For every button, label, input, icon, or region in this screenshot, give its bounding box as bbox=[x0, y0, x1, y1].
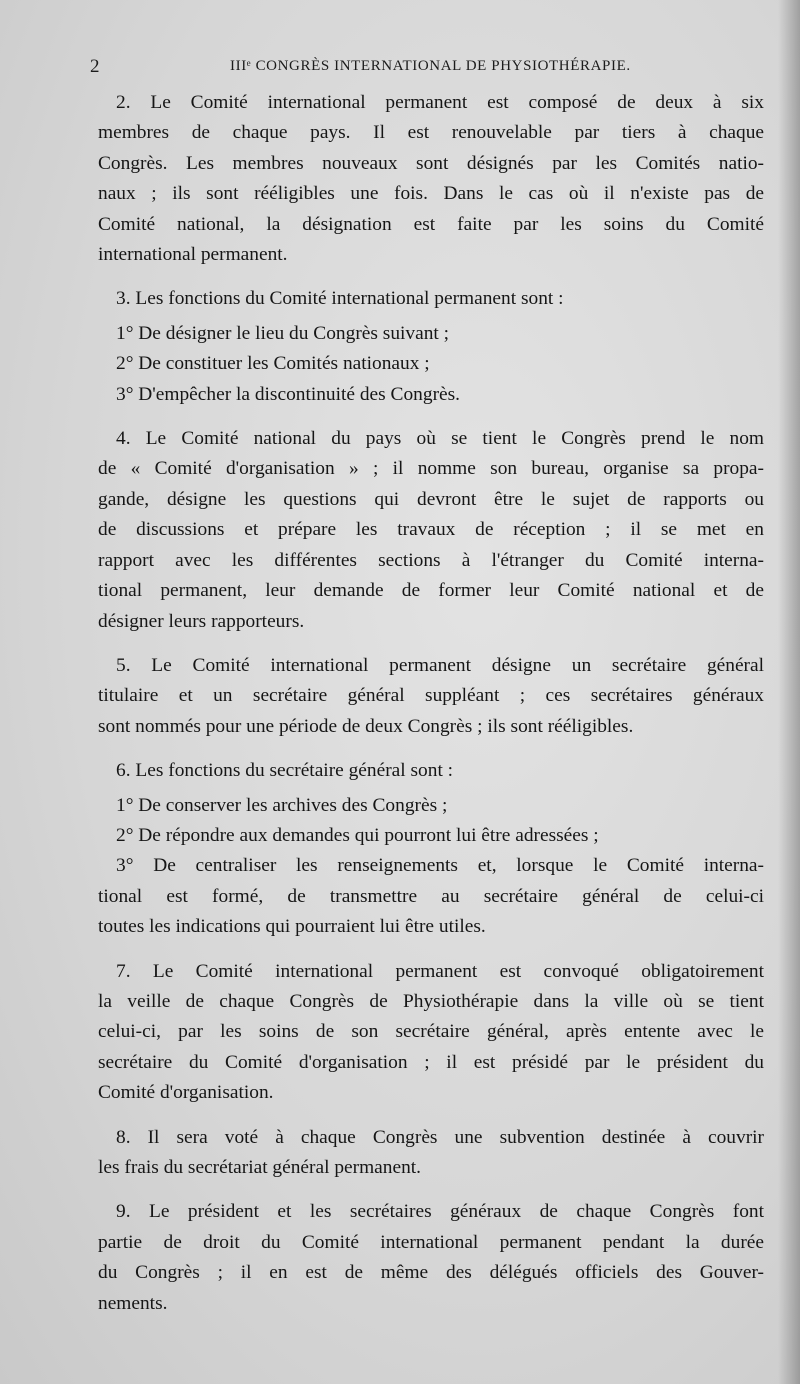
text-line: nements. bbox=[98, 1292, 168, 1314]
text-line: international permanent. bbox=[98, 244, 288, 266]
list-item: 2° De répondre aux demandes qui pourront lui être adressées ; bbox=[116, 824, 599, 846]
text-line: toutes les indications qui pourraient lui être utiles. bbox=[98, 916, 486, 938]
running-head: IIIᵉ CONGRÈS INTERNATIONAL DE PHYSIOTHÉRAPIE. bbox=[230, 58, 631, 74]
text-line: de « Comité d'organisation » ; il nomme son bureau, organise sa propa- bbox=[98, 458, 764, 480]
text-line: tional permanent, leur demande de former leur Comité national et de bbox=[98, 580, 764, 602]
page-gutter-shadow bbox=[778, 0, 800, 1384]
text-line: les frais du secrétariat général permanent. bbox=[98, 1157, 422, 1178]
text-line: gande, désigne les questions qui devront être le sujet de rapports ou bbox=[98, 488, 764, 510]
text-line: 3. Les fonctions du Comité international permanent sont : bbox=[116, 288, 564, 310]
text-line: 2. Le Comité international permanent est composé de deux à six bbox=[116, 92, 764, 113]
text-line: titulaire et un secrétaire général suppléant ; ces secrétaires généraux bbox=[98, 685, 764, 707]
text-line: 7. Le Comité international permanent est convoqué obligatoirement bbox=[116, 960, 764, 982]
text-line: la veille de chaque Congrès de Physiothérapie dans la ville où se tient bbox=[98, 990, 764, 1012]
text-line: Comité national, la désignation est faite par les soins du Comité bbox=[98, 213, 764, 235]
text-line: rapport avec les différentes sections à l'étranger du Comité interna- bbox=[98, 549, 764, 571]
body-text bbox=[98, 88, 764, 1333]
list-item: 2° De constituer les Comités nationaux ; bbox=[116, 353, 430, 375]
text-line: Congrès. Les membres nouveaux sont désignés par les Comités natio- bbox=[98, 152, 764, 174]
list-item: 1° De conserver les archives des Congrès ; bbox=[116, 794, 448, 816]
text-line: 6. Les fonctions du secrétaire général sont : bbox=[116, 760, 454, 782]
text-line: désigner leurs rapporteurs. bbox=[98, 610, 305, 632]
text-line: celui-ci, par les soins de son secrétaire général, après entente avec le bbox=[98, 1021, 764, 1043]
text-line: Comité d'organisation. bbox=[98, 1082, 274, 1104]
article-6 bbox=[98, 756, 764, 786]
text-line: membres de chaque pays. Il est renouvelable par tiers à chaque bbox=[98, 122, 764, 144]
article-3-list bbox=[98, 319, 764, 410]
article-9 bbox=[98, 1197, 764, 1319]
article-4 bbox=[98, 424, 764, 637]
text-line: de discussions et prépare les travaux de réception ; il se met en bbox=[98, 519, 764, 541]
article-7 bbox=[98, 957, 764, 1109]
list-item: 1° De désigner le lieu du Congrès suivant ; bbox=[116, 322, 450, 344]
list-item: 3° De centraliser les renseignements et, lorsque le Comité interna- bbox=[116, 855, 764, 877]
page-number: 2 bbox=[90, 56, 100, 77]
article-5 bbox=[98, 651, 764, 742]
text-line: 9. Le président et les secrétaires généraux de chaque Congrès font bbox=[116, 1201, 764, 1223]
article-2 bbox=[98, 88, 764, 270]
text-line: naux ; ils sont rééligibles une fois. Dans le cas où il n'existe pas de bbox=[98, 183, 764, 205]
page-header bbox=[90, 56, 770, 82]
article-6-list bbox=[98, 791, 764, 943]
text-line: secrétaire du Comité d'organisation ; il est présidé par le président du bbox=[98, 1051, 764, 1073]
text-line: sont nommés pour une période de deux Congrès ; ils sont rééligibles. bbox=[98, 715, 634, 737]
text-line: 8. Il sera voté à chaque Congrès une subvention destinée à couvrir bbox=[116, 1126, 764, 1148]
article-3 bbox=[98, 284, 764, 314]
text-line: partie de droit du Comité international permanent pendant la durée bbox=[98, 1231, 764, 1253]
text-line: 5. Le Comité international permanent désigne un secrétaire général bbox=[116, 654, 764, 676]
text-line: du Congrès ; il en est de même des délégués officiels des Gouver- bbox=[98, 1262, 764, 1284]
text-line: tional est formé, de transmettre au secrétaire général de celui-ci bbox=[98, 885, 764, 907]
article-8 bbox=[98, 1123, 764, 1184]
list-item: 3° D'empêcher la discontinuité des Congrès. bbox=[116, 383, 461, 405]
text-line: 4. Le Comité national du pays où se tient le Congrès prend le nom bbox=[116, 428, 764, 450]
